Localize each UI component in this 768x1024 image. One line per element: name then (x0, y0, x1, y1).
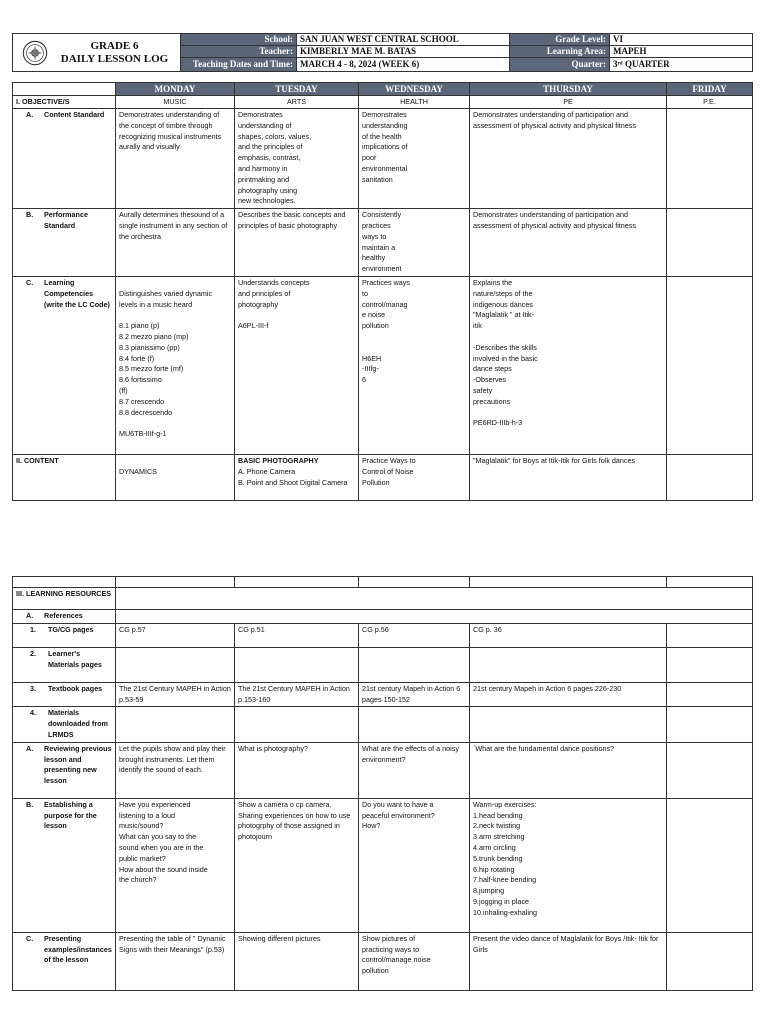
content-tuesday-body: A. Phone Camera B. Point and Shoot Digital Camera (238, 466, 348, 487)
day-friday: FRIDAY (667, 83, 753, 96)
table-cell: CG p.57 (116, 623, 235, 647)
table-cell (667, 209, 753, 277)
table-cell: "Maglalatik" for Boys at Itik-Itik for Girls folk dances (470, 454, 667, 500)
table-cell (667, 742, 753, 798)
table-cell: Practices ways to control/manag e noise pollution H6EH -IIIfg- 6 (359, 276, 470, 454)
row-title: Reviewing previous lesson and presenting new lesson (44, 743, 112, 786)
resources-table (12, 576, 753, 991)
title-line-2: DAILY LESSON LOG (60, 52, 169, 65)
table-cell (235, 454, 359, 500)
table-cell: CG p.51 (235, 623, 359, 647)
row-key: 1. (30, 624, 36, 634)
row-key: B. (26, 210, 34, 220)
table-cell: CG p. 36 (470, 623, 667, 647)
title-line-1: GRADE 6 (90, 39, 139, 52)
row-title: Learner's Materials pages (48, 648, 102, 669)
table-cell (667, 798, 753, 932)
table-cell: Demonstrates understanding of shapes, colors, values, and the principles of emphasis, contrast, and harmony in printmaking and photography using new technologies. (235, 109, 359, 209)
table-cell (470, 647, 667, 682)
row-title: Textbook pages (48, 683, 103, 693)
day-monday: MONDAY (116, 83, 235, 96)
blank-corner (13, 83, 116, 96)
objectives-table (12, 82, 753, 501)
resource-row (13, 623, 753, 647)
references-row (13, 610, 753, 624)
teacher-label: Teacher: (181, 46, 297, 58)
blank-row (13, 577, 753, 588)
resource-row (13, 707, 753, 742)
row-key: C. (26, 933, 34, 943)
day-wednesday: WEDNESDAY (359, 83, 470, 96)
procedure-row (13, 798, 753, 932)
row-title: TG/CG pages (48, 624, 94, 634)
table-cell (359, 707, 470, 742)
table-cell: Presenting the table of " Dynamic Signs with their Meanings" (p.53) (116, 932, 235, 990)
subject-friday: P.E. (667, 96, 753, 109)
table-cell: Show a camera o cp camera. Sharing experiences on how to use photogrphy of those assigned in photojourn (235, 798, 359, 932)
header-table (12, 33, 753, 72)
row-title: Materials downloaded from LRMDS (48, 708, 108, 739)
quarter-value: 3ʳᵈ QUARTER (610, 58, 753, 72)
teacher-value: KIMBERLY MAE M. BATAS (297, 46, 510, 58)
row-key: A. (26, 611, 34, 620)
table-cell: Understands concepts and principles of photography A6PL-III-f (235, 276, 359, 454)
row-key: A. (26, 743, 34, 753)
table-cell: Demonstrates understanding of the concept of timbre through recognizing musical instruments aurally and visually (116, 109, 235, 209)
learning-area-value: MAPEH (610, 46, 753, 58)
table-cell: Have you experienced listening to a loud music/sound? What can you say to the sound when you are in the public market? How about the sound inside the church? (116, 798, 235, 932)
row-title: Establishing a purpose for the lesson (44, 799, 97, 831)
row-key: 4. (30, 708, 36, 718)
resource-row (13, 682, 753, 707)
table-cell: What are the effects of a noisy environment? (359, 742, 470, 798)
resource-row (13, 647, 753, 682)
performance-standard-row (13, 209, 753, 277)
table-cell (116, 707, 235, 742)
procedure-row (13, 932, 753, 990)
table-cell: Distinguishes varied dynamic levels in a music heard 8.1 piano (p) 8.2 mezzo piano (mp) 8.3 pianissimo (pp) 8.4 forte (f) 8.5 mezzo forte (mf) 8.6 fortissimo (ff) 8.7 crescendo 8.8 decrescendo MU6TB-IIIf-g-1 (116, 276, 235, 454)
content-row (13, 454, 753, 500)
subject-row (13, 96, 753, 109)
table-cell: CG p.56 (359, 623, 470, 647)
table-cell: Describes the basic concepts and principles of basic photography (235, 209, 359, 277)
competencies-row (13, 276, 753, 454)
content-label: II. CONTENT (13, 454, 116, 500)
grade-level-value: VI (610, 34, 753, 46)
quarter-label: Quarter: (510, 58, 610, 72)
row-key: 2. (30, 648, 36, 658)
table-cell (667, 454, 753, 500)
school-label: School: (181, 34, 297, 46)
deped-seal-icon (22, 40, 48, 66)
subject-monday: MUSIC (116, 96, 235, 109)
content-tuesday-title: BASIC PHOTOGRAPHY (238, 455, 319, 465)
row-key: B. (26, 799, 34, 809)
table-cell: Let the pupils show and play their brought instruments. Let them identify the sound of each. (116, 742, 235, 798)
learning-area-label: Learning Area: (510, 46, 610, 58)
table-cell: The 21st Century MAPEH in Action p.53-59 (116, 682, 235, 707)
table-cell (116, 647, 235, 682)
table-cell: Practice Ways to Control of Noise Pollution (359, 454, 470, 500)
table-cell: 21st century Mapeh in Action 6 pages 226-230 (470, 682, 667, 707)
day-tuesday: TUESDAY (235, 83, 359, 96)
table-cell: Showing different pictures (235, 932, 359, 990)
table-cell: Warm-up exercises: 1.head bending 2.neck twisting 3.arm stretching 4.arm circling 5.trunk bending 6.hip rotating 7.half-knee bending 8.jumping 9.jogging in place 10.inhaling-exhaling (470, 798, 667, 932)
references-span (116, 610, 753, 624)
table-cell: Demonstrates understanding of participation and assessment of physical activity and physical fitness (470, 209, 667, 277)
content-standard-row (13, 109, 753, 209)
row-key: C. (26, 277, 34, 287)
table-cell (667, 682, 753, 707)
table-cell (667, 276, 753, 454)
row-title: Learning Competencies (write the LC Code) (44, 277, 110, 309)
table-cell: What is photography? (235, 742, 359, 798)
table-cell: Aurally determines thesound of a single instrument in any section of the orchestra (116, 209, 235, 277)
subject-thursday: PE (470, 96, 667, 109)
day-header-row (13, 83, 753, 96)
table-cell: 21st century Mapeh in Action 6 pages 150-152 (359, 682, 470, 707)
table-cell (235, 647, 359, 682)
row-title: Performance Standard (44, 210, 88, 230)
row-title: References (44, 611, 83, 620)
table-cell: Present the video dance of Maglalatik for Boys /Itik- Itik for Girls (470, 932, 667, 990)
table-cell (667, 932, 753, 990)
dates-value: MARCH 4 - 8, 2024 (WEEK 6) (297, 58, 510, 72)
table-cell (470, 707, 667, 742)
table-cell: The 21st Century MAPEH in Action p.153-160 (235, 682, 359, 707)
table-cell: Demonstrates understanding of the health implications of poor environmental sanitation (359, 109, 470, 209)
procedure-row (13, 742, 753, 798)
title-cell (13, 34, 181, 72)
table-cell (667, 623, 753, 647)
dates-label: Teaching Dates and Time: (181, 58, 297, 72)
day-thursday: THURSDAY (470, 83, 667, 96)
content-standard-label (13, 109, 116, 209)
school-value: SAN JUAN WEST CENTRAL SCHOOL (297, 34, 510, 46)
table-cell: DYNAMICS (116, 454, 235, 500)
subject-wednesday: HEALTH (359, 96, 470, 109)
table-cell: Explains the nature/steps of the indigenous dances "Maglalatik " at Itik- itik -Describes the skills involved in the basic dance steps -Observes safety precautions PE6RD-IIIb-h-3 (470, 276, 667, 454)
subject-tuesday: ARTS (235, 96, 359, 109)
performance-standard-label (13, 209, 116, 277)
learning-resources-row (13, 588, 753, 610)
references-label (13, 610, 116, 624)
table-cell: Demonstrates understanding of participation and assessment of physical activity and physical fitness (470, 109, 667, 209)
table-cell (667, 707, 753, 742)
table-cell (667, 647, 753, 682)
table-cell (667, 109, 753, 209)
row-key: A. (26, 110, 34, 119)
table-cell (235, 707, 359, 742)
table-cell: Consistently practices ways to maintain a healthy environment (359, 209, 470, 277)
table-cell (359, 647, 470, 682)
row-title: Presenting examples/instances of the lesson (44, 933, 112, 965)
row-title: Content Standard (44, 110, 105, 119)
learning-resources-span (116, 588, 753, 610)
learning-resources-label: III. LEARNING RESOURCES (13, 588, 116, 610)
table-cell: Show pictures of practicing ways to control/manage noise pollution (359, 932, 470, 990)
grade-level-label: Grade Level: (510, 34, 610, 46)
competencies-label (13, 276, 116, 454)
row-key: 3. (30, 683, 36, 693)
objectives-label: I. OBJECTIVE/S (13, 96, 116, 109)
table-cell: `What are the fundamental dance positions? (470, 742, 667, 798)
table-cell: Do you want to have a peaceful environment? How? (359, 798, 470, 932)
